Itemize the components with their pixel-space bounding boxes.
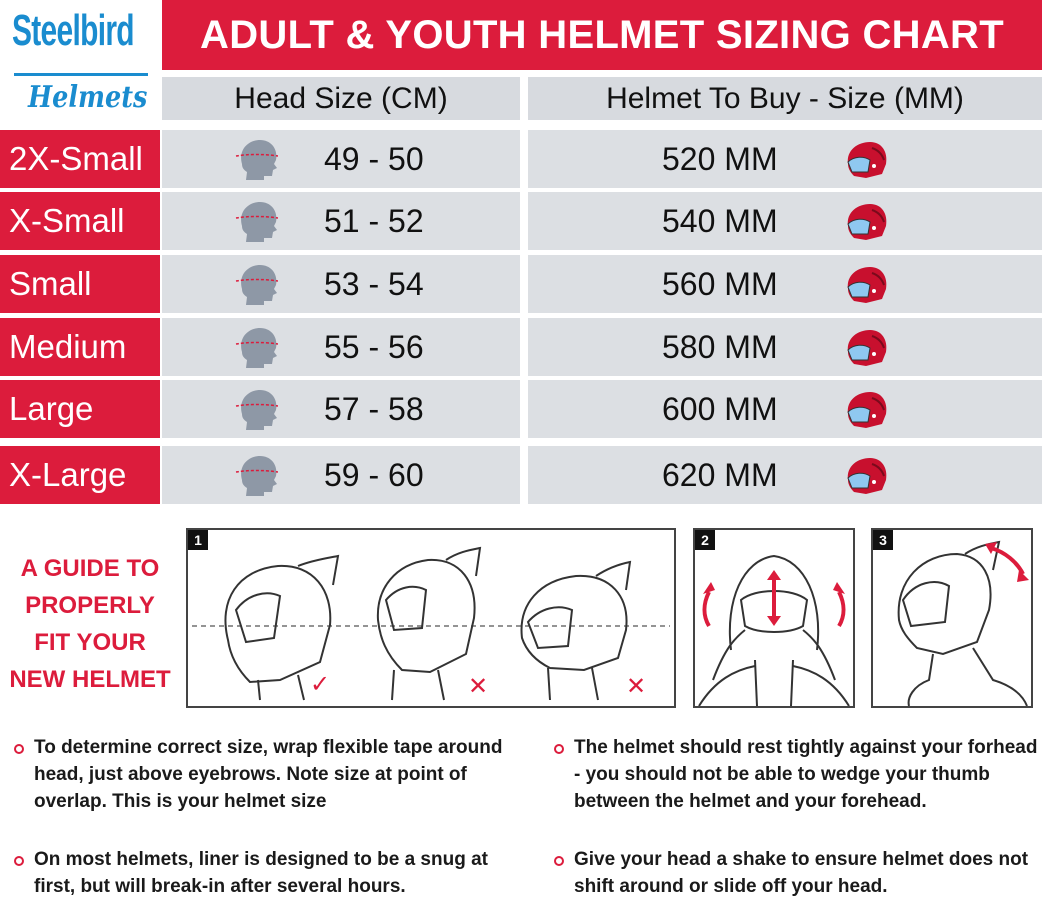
head-size-value: 55 - 56: [324, 328, 424, 365]
helmet-size-value: 580 MM: [662, 328, 778, 365]
incorrect-x-icon: ✕: [468, 672, 489, 700]
head-size-value: 53 - 54: [324, 265, 424, 302]
guide-heading-line: FIT YOUR: [34, 629, 146, 656]
panel-number: 3: [873, 530, 893, 550]
helmet-size-value: 620 MM: [662, 456, 778, 493]
fit-tip: [574, 846, 1042, 900]
head-measure-icon: [234, 326, 278, 368]
size-label: Medium: [0, 318, 160, 376]
helmet-icon: [844, 202, 888, 242]
column-header-head-size: Head Size (CM): [162, 77, 520, 120]
helmet-front-illustration: [695, 530, 853, 706]
guide-heading-line: NEW HELMET: [9, 666, 171, 693]
helmet-side-illustration: [873, 530, 1031, 706]
fit-tip-text: Give your head a shake to ensure helmet does not shift around or slide off your head.: [574, 849, 1029, 897]
helmet-icon: [844, 265, 888, 305]
bullet-icon: [14, 856, 24, 866]
helmet-size-value: 600 MM: [662, 390, 778, 427]
fit-tip-text: The helmet should rest tightly against your forhead - you should not be able to wedge your thumb between the helmet and your forehead.: [574, 737, 1038, 812]
fit-tip-text: On most helmets, liner is designed to be a snug at first, but will break-in after several hours.: [34, 849, 488, 897]
fit-tip: [34, 846, 514, 900]
size-row: [0, 130, 1042, 188]
head-size-value: 57 - 58: [324, 390, 424, 427]
size-label: Large: [0, 380, 160, 438]
brand-logo: [0, 0, 162, 122]
head-measure-icon: [234, 454, 278, 496]
head-measure-icon: [234, 388, 278, 430]
head-size-cell: [162, 446, 520, 504]
incorrect-x-icon: ✕: [626, 672, 647, 700]
size-label: X-Large: [0, 446, 160, 504]
helmet-size-value: 540 MM: [662, 202, 778, 239]
guide-panel-shake-check: [871, 528, 1033, 708]
guide-panel-front-check: [693, 528, 855, 708]
helmet-icon: [844, 328, 888, 368]
head-size-value: 51 - 52: [324, 202, 424, 239]
guide-heading-line: PROPERLY: [25, 592, 155, 619]
helmet-size-cell: [528, 446, 1042, 504]
bullet-icon: [554, 856, 564, 866]
head-measure-icon: [234, 263, 278, 305]
head-size-cell: [162, 130, 520, 188]
logo-divider: [14, 73, 148, 76]
size-row: [0, 192, 1042, 250]
panel-number: 2: [695, 530, 715, 550]
head-size-value: 49 - 50: [324, 140, 424, 177]
head-size-cell: [162, 255, 520, 313]
size-label: 2X-Small: [0, 130, 160, 188]
size-row: [0, 318, 1042, 376]
helmet-icon: [844, 390, 888, 430]
chart-title: ADULT & YOUTH HELMET SIZING CHART: [200, 12, 1004, 57]
head-size-cell: [162, 318, 520, 376]
helmet-size-cell: [528, 380, 1042, 438]
helmet-size-cell: [528, 130, 1042, 188]
helmet-size-value: 560 MM: [662, 265, 778, 302]
size-label: X-Small: [0, 192, 160, 250]
fit-tip: [34, 734, 514, 815]
head-size-cell: [162, 192, 520, 250]
brand-subtitle: Helmets: [28, 80, 148, 115]
head-measure-icon: [234, 138, 278, 180]
bullet-icon: [554, 744, 564, 754]
head-size-cell: [162, 380, 520, 438]
size-label: Small: [0, 255, 160, 313]
fit-tip: [574, 734, 1042, 815]
chart-title-bar: [162, 0, 1042, 70]
size-row: [0, 255, 1042, 313]
helmet-size-cell: [528, 192, 1042, 250]
size-row: [0, 380, 1042, 438]
helmet-position-illustration: [188, 530, 674, 706]
correct-check-icon: ✓: [310, 670, 331, 698]
size-row: [0, 446, 1042, 504]
fit-tip-text: To determine correct size, wrap flexible tape around head, just above eyebrows. Note size at point of overlap. This is your helmet size: [34, 737, 503, 812]
helmet-size-cell: [528, 255, 1042, 313]
column-header-helmet-size: Helmet To Buy - Size (MM): [528, 77, 1042, 120]
bullet-icon: [14, 744, 24, 754]
guide-heading-line: A GUIDE TO: [20, 555, 160, 582]
head-measure-icon: [234, 200, 278, 242]
helmet-size-value: 520 MM: [662, 140, 778, 177]
guide-panel-position: [186, 528, 676, 708]
helmet-icon: [844, 456, 888, 496]
guide-heading: [0, 550, 180, 698]
panel-number: 1: [188, 530, 208, 550]
helmet-size-cell: [528, 318, 1042, 376]
helmet-icon: [844, 140, 888, 180]
head-size-value: 59 - 60: [324, 456, 424, 493]
brand-name: Steelbird: [12, 6, 134, 55]
